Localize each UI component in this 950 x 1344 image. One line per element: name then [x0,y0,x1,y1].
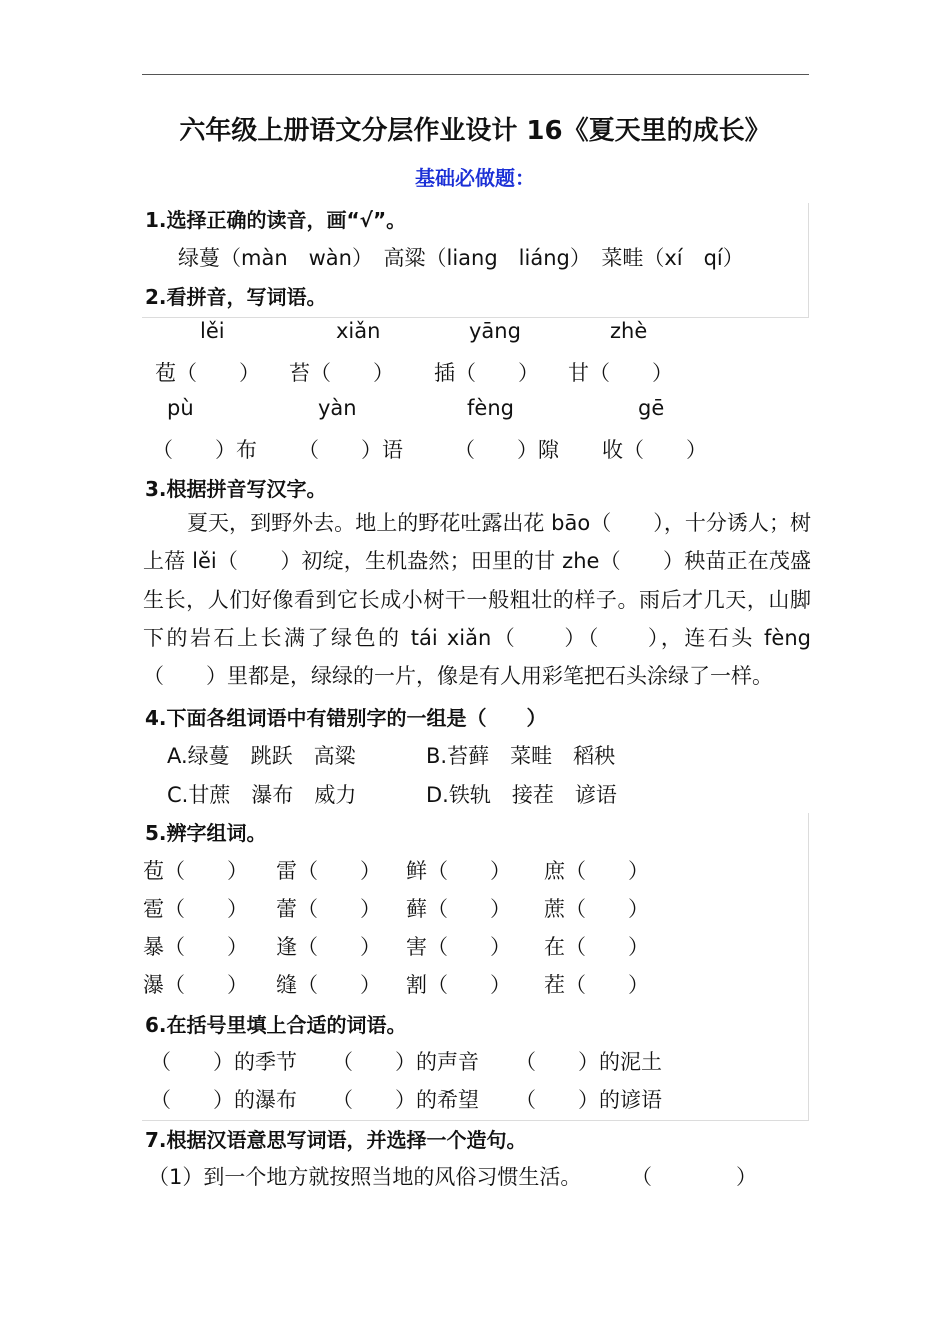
q7-heading: 7.根据汉语意思写词语，并选择一个造句。 [145,1128,527,1152]
q5-cell[interactable]: 藓（ ） [406,897,511,921]
q2-blank[interactable]: 甘（ ） [568,361,673,385]
q6-blank[interactable]: （ ）的瀑布 [150,1088,297,1112]
q2-pinyin: yāng [469,319,521,343]
q2-pinyin: yàn [318,396,357,420]
q5-cell[interactable]: 茬（ ） [544,973,649,997]
q2-blank[interactable]: 插（ ） [434,361,539,385]
q4-option-a[interactable]: A.绿蔓 跳跃 高粱 [167,744,356,768]
q2-pinyin: xiǎn [336,319,381,343]
q3-paragraph: 夏天，到野外去。地上的野花吐露出花 bāo（ ），十分诱人；树上蓓 lěi（ ）初绽，生机盎然；田里的甘 zhe（ ）秧苗正在茂盛生长，人们好像看到它长成小树干一般粗壮的样子。雨后才几天，山脚下的岩石上长满了绿色的 tái xiǎn（ ）（ ），连石头 fèng（ ）里都是，绿绿的一片，像是有人用彩笔把石头涂绿了一样。 [143,511,811,689]
q5-cell[interactable]: 鲜（ ） [406,859,511,883]
q5-cell[interactable]: 庶（ ） [544,859,649,883]
section-subtitle: 基础必做题： [415,166,535,190]
q5-cell[interactable]: 害（ ） [406,935,511,959]
q5-cell[interactable]: 瀑（ ） [143,973,248,997]
q3-heading: 3.根据拼音写汉字。 [145,477,327,501]
q4-option-b[interactable]: B.苔藓 菜畦 稻秧 [426,744,616,768]
q5-cell[interactable]: 在（ ） [544,935,649,959]
q6-blank[interactable]: （ ）的泥土 [515,1050,662,1074]
q2-pinyin: pù [167,396,194,420]
q6-blank[interactable]: （ ）的季节 [150,1050,297,1074]
q6-blank[interactable]: （ ）的希望 [332,1088,479,1112]
q5-cell[interactable]: 蔗（ ） [544,897,649,921]
q2-blank[interactable]: 收（ ） [602,438,707,462]
q7-item-1-blank[interactable]: （ ） [631,1165,757,1189]
q6-blank[interactable]: （ ）的谚语 [515,1088,662,1112]
q2-heading: 2.看拼音，写词语。 [145,285,327,309]
q1-options: 绿蔓（màn wàn） 高粱（liang liáng） 菜畦（xí qí） [178,246,744,270]
q2-blank[interactable]: 苔（ ） [289,361,394,385]
header-rule [142,74,809,75]
q7-item-1: （1）到一个地方就按照当地的风俗习惯生活。 [148,1165,582,1189]
q2-blank[interactable]: （ ）语 [298,438,403,462]
q5-cell[interactable]: 逢（ ） [276,935,381,959]
page-title: 六年级上册语文分层作业设计 16《夏天里的成长》 [179,116,771,146]
q6-heading: 6.在括号里填上合适的词语。 [145,1013,407,1037]
q5-cell[interactable]: 雷（ ） [276,859,381,883]
q2-blank[interactable]: （ ）隙 [454,438,559,462]
q2-pinyin: lěi [200,319,225,343]
q5-cell[interactable]: 雹（ ） [143,897,248,921]
q5-cell[interactable]: 缝（ ） [276,973,381,997]
q1-heading: 1.选择正确的读音，画“√”。 [145,208,407,232]
q5-cell[interactable]: 蕾（ ） [276,897,381,921]
q2-pinyin: gē [638,396,665,420]
q5-cell[interactable]: 暴（ ） [143,935,248,959]
q5-cell[interactable]: 苞（ ） [143,859,248,883]
q2-pinyin: zhè [610,319,648,343]
q4-option-d[interactable]: D.铁轨 接茬 谚语 [426,783,617,807]
q5-heading: 5.辨字组词。 [145,821,267,845]
q2-blank[interactable]: （ ）布 [152,438,257,462]
q6-blank[interactable]: （ ）的声音 [332,1050,479,1074]
q2-pinyin: fèng [467,396,514,420]
q4-heading: 4.下面各组词语中有错别字的一组是（ ） [145,706,547,730]
q5-cell[interactable]: 割（ ） [406,973,511,997]
q2-blank[interactable]: 苞（ ） [155,361,260,385]
q4-option-c[interactable]: C.甘蔗 瀑布 威力 [167,783,357,807]
